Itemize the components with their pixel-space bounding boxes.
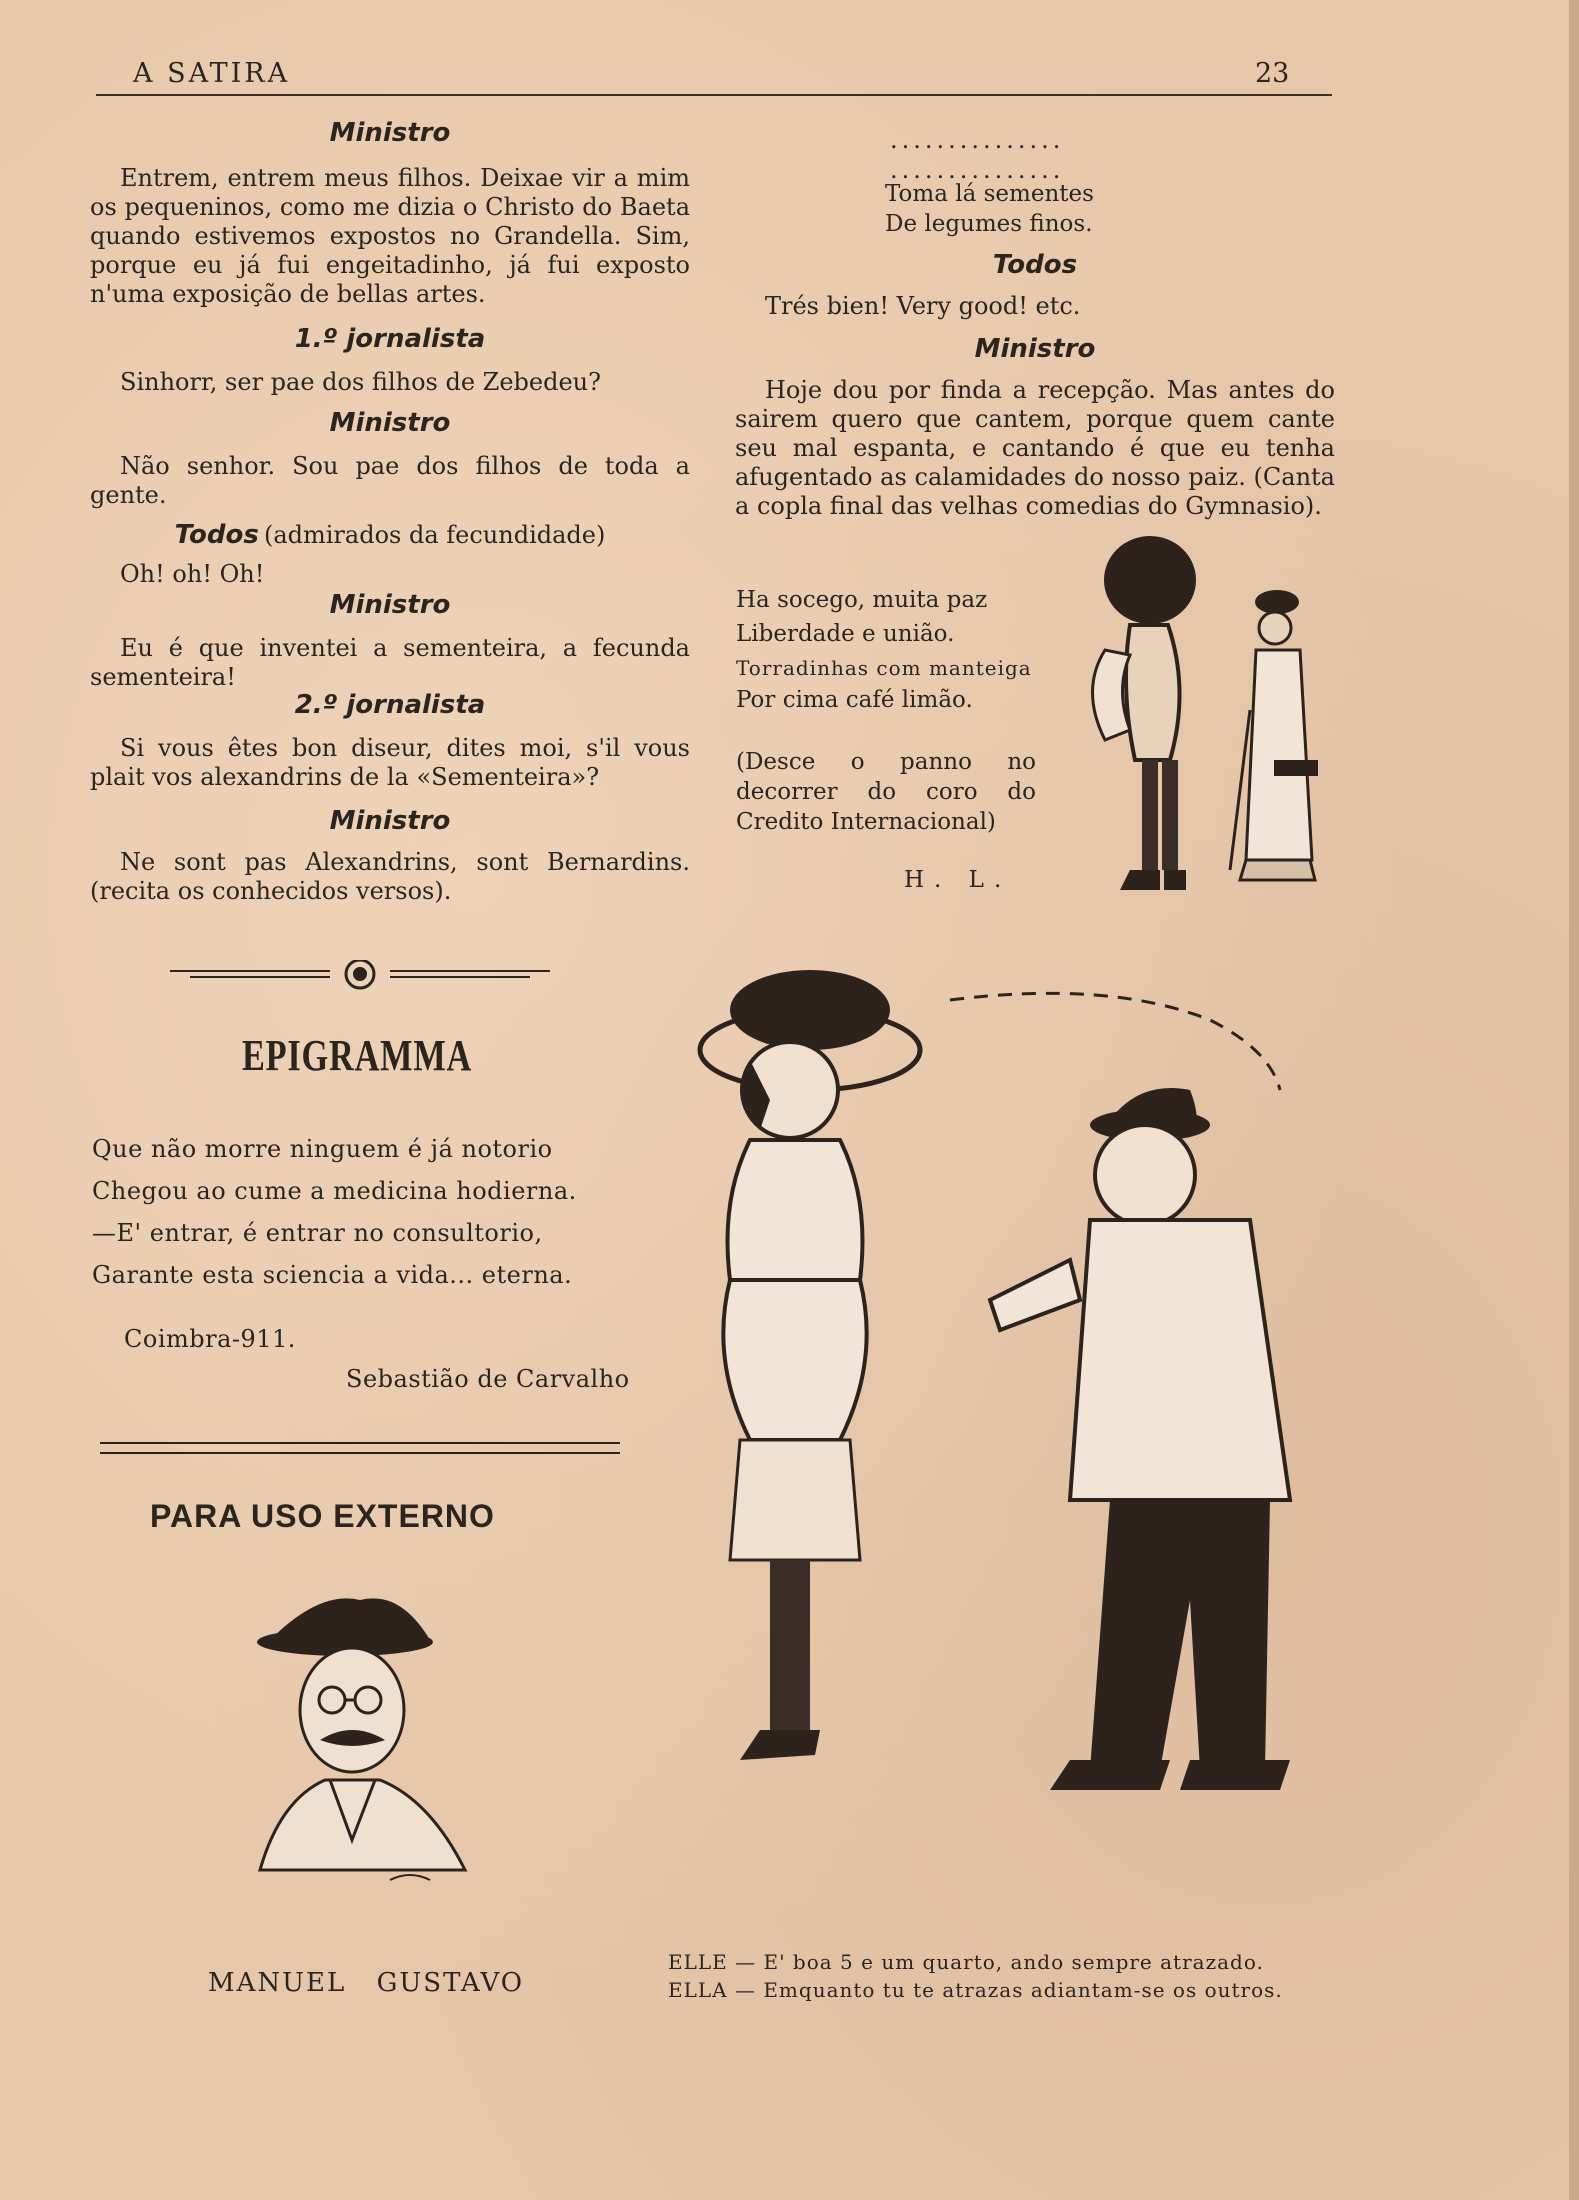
dialogue-paragraph: Trés bien! Very good! etc. <box>765 292 1081 320</box>
song-line: Ha socego, muita paz <box>736 587 988 613</box>
dialogue-paragraph: Si vous êtes bon diseur, dites moi, s'il vous plait vos alexandrins de la «Sementeira»? <box>90 734 690 791</box>
speaker-jornalista-1: 1.º jornalista <box>294 324 486 354</box>
stage-direction: (admirados da fecundidade) <box>263 521 606 549</box>
speaker-jornalista-2: 2.º jornalista <box>294 690 486 720</box>
ellipsis-dots: ............... <box>890 126 1065 154</box>
dialogue-paragraph: Hoje dou por finda a recepção. Mas antes do sairem quero que cantem, porque quem cante seu mal espanta, e cantando é que eu tenha afugentado as calamidades do nosso paiz. (Canta a copla final das velhas comedias do Gymnasio). <box>735 376 1335 520</box>
cartoon-caption-elle: ELLE — E' boa 5 e um quarto, ando sempre atrazado. <box>668 1950 1264 1974</box>
speaker-ministro: Ministro <box>974 334 1096 364</box>
figures-illustration <box>1060 530 1330 910</box>
poem-line: —E' entrar, é entrar no consultorio, <box>92 1219 543 1247</box>
speaker-todos <box>90 520 690 550</box>
poem-place: Coimbra-911. <box>124 1325 296 1353</box>
song-line: Por cima café limão. <box>736 687 973 713</box>
portrait-illustration <box>240 1580 480 1910</box>
header-rule <box>96 94 1332 96</box>
speaker-ministro: Ministro <box>329 590 451 620</box>
section-rule <box>100 1452 620 1454</box>
poem-author: Sebastião de Carvalho <box>346 1365 630 1393</box>
page-number: 23 <box>1255 58 1290 89</box>
section-title: PARA USO EXTERNO <box>150 1498 495 1534</box>
poem-line: Que não morre ninguem é já notorio <box>92 1135 553 1163</box>
speaker-ministro: Ministro <box>329 408 451 438</box>
signature: H. L. <box>904 867 1012 893</box>
stage-direction: Credito Internacional) <box>736 809 996 835</box>
speaker-todos-name: Todos <box>174 520 259 550</box>
verse-line: De legumes finos. <box>885 211 1093 237</box>
poem-line: Chegou ao cume a medicina hodierna. <box>92 1177 577 1205</box>
poem-line: Garante esta sciencia a vida... eterna. <box>92 1261 573 1289</box>
ornament-divider <box>170 960 550 990</box>
epigramma-title: EPIGRAMMA <box>242 1031 473 1080</box>
song-line: Liberdade e união. <box>736 621 955 647</box>
speaker-ministro: Ministro <box>329 806 451 836</box>
cartoon-illustration <box>690 940 1340 1930</box>
stage-direction: (Desce o panno no <box>736 749 1036 775</box>
stage-direction: decorrer do coro do <box>736 779 1036 805</box>
ellipsis-dots: ............... <box>890 156 1065 184</box>
verse-line: Toma lá sementes <box>885 181 1094 207</box>
page-edge <box>1569 0 1579 2200</box>
cartoon-caption-ella: ELLA — Emquanto tu te atrazas adiantam-se os outros. <box>668 1978 1283 2002</box>
dialogue-paragraph: Sinhorr, ser pae dos filhos de Zebedeu? <box>120 368 601 396</box>
portrait-caption: MANUEL GUSTAVO <box>208 1968 525 1998</box>
journal-title: A SATIRA <box>133 58 291 89</box>
song-line: Torradinhas com manteiga <box>736 656 1032 680</box>
dialogue-paragraph: Ne sont pas Alexandrins, sont Bernardins. (recita os conhecidos versos). <box>90 848 690 905</box>
speaker-todos: Todos <box>992 250 1078 280</box>
section-rule <box>100 1442 620 1444</box>
speaker-ministro: Ministro <box>329 118 451 148</box>
dialogue-paragraph: Oh! oh! Oh! <box>120 560 265 588</box>
dialogue-paragraph: Entrem, entrem meus filhos. Deixae vir a mim os pequeninos, como me dizia o Christo do Baeta quando estivemos expostos no Grandella. Sim, porque eu já fui engeitadinho, já fui exposto n'uma exposição de bellas artes. <box>90 164 690 308</box>
dialogue-paragraph: Não senhor. Sou pae dos filhos de toda a gente. <box>90 452 690 509</box>
dialogue-paragraph: Eu é que inventei a sementeira, a fecunda sementeira! <box>90 634 690 691</box>
